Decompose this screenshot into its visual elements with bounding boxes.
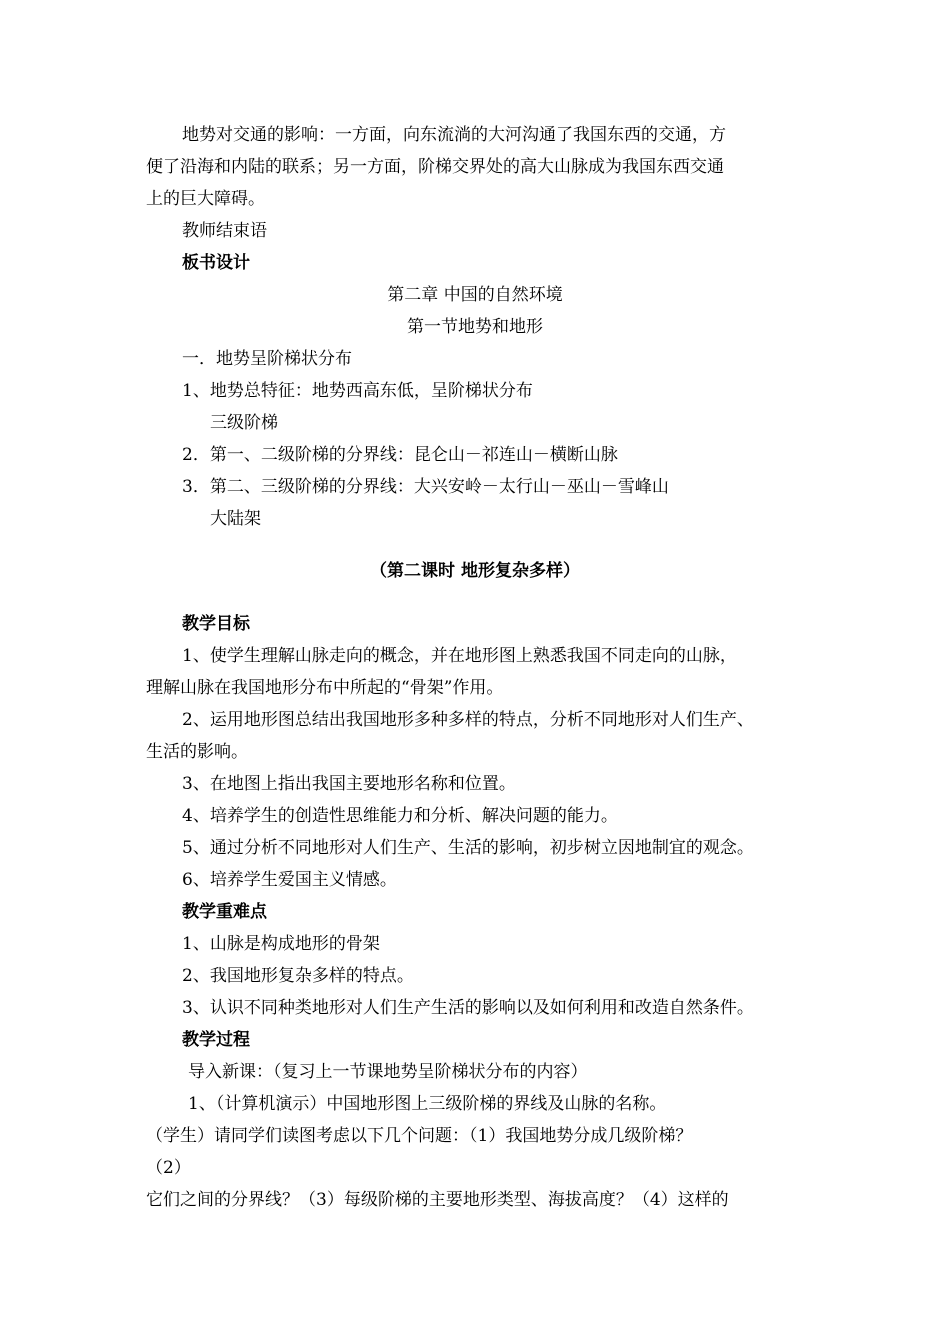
- process-line: 1、（计算机演示）中国地形图上三级阶梯的界线及山脉的名称。: [188, 1094, 667, 1114]
- paragraph-line: 上的巨大障碍。: [146, 189, 265, 209]
- goal-line: 5、通过分析不同地形对人们生产、生活的影响，初步树立因地制宜的观念。: [182, 838, 754, 858]
- paragraph-line: 地势对交通的影响：一方面，向东流淌的大河沟通了我国东西的交通，方: [182, 125, 726, 145]
- closing-remark: 教师结束语: [182, 221, 267, 241]
- goal-line: 生活的影响。: [146, 742, 248, 762]
- goal-line: 1、使学生理解山脉走向的概念，并在地形图上熟悉我国不同走向的山脉，: [182, 646, 737, 666]
- process-line: 导入新课：（复习上一节课地势呈阶梯状分布的内容）: [188, 1062, 588, 1082]
- key-point-line: 2、我国地形复杂多样的特点。: [182, 966, 414, 986]
- goal-line: 4、培养学生的创造性思维能力和分析、解决问题的能力。: [182, 806, 618, 826]
- goal-line: 理解山脉在我国地形分布中所起的“骨架”作用。: [146, 678, 504, 698]
- process-heading: 教学过程: [182, 1030, 250, 1050]
- board-item: 一．地势呈阶梯状分布: [182, 349, 352, 369]
- chapter-title: 第二章 中国的自然环境: [387, 285, 563, 305]
- board-item: 3．第二、三级阶梯的分界线：大兴安岭－太行山－巫山－雪峰山: [182, 477, 669, 497]
- lesson-title: （第二课时 地形复杂多样）: [370, 561, 580, 581]
- board-item: 三级阶梯: [210, 413, 278, 433]
- section-title: 第一节地势和地形: [407, 317, 543, 337]
- goal-line: 2、运用地形图总结出我国地形多种多样的特点，分析不同地形对人们生产、: [182, 710, 754, 730]
- board-design-heading: 板书设计: [182, 253, 250, 273]
- process-line: 它们之间的分界线？（3）每级阶梯的主要地形类型、海拔高度？（4）这样的: [146, 1190, 729, 1210]
- key-point-line: 3、认识不同种类地形对人们生产生活的影响以及如何利用和改造自然条件。: [182, 998, 754, 1018]
- key-points-heading: 教学重难点: [182, 902, 267, 922]
- goals-heading: 教学目标: [182, 614, 250, 634]
- goal-line: 6、培养学生爱国主义情感。: [182, 870, 397, 890]
- board-item: 大陆架: [210, 509, 261, 529]
- process-line: （2）: [146, 1158, 191, 1178]
- board-item: 2．第一、二级阶梯的分界线：昆仑山－祁连山－横断山脉: [182, 445, 618, 465]
- paragraph-line: 便了沿海和内陆的联系；另一方面，阶梯交界处的高大山脉成为我国东西交通: [146, 157, 724, 177]
- key-point-line: 1、山脉是构成地形的骨架: [182, 934, 380, 954]
- process-line: （学生）请同学们读图考虑以下几个问题：（1）我国地势分成几级阶梯？: [146, 1126, 693, 1146]
- board-item: 1、地势总特征：地势西高东低，呈阶梯状分布: [182, 381, 533, 401]
- goal-line: 3、在地图上指出我国主要地形名称和位置。: [182, 774, 516, 794]
